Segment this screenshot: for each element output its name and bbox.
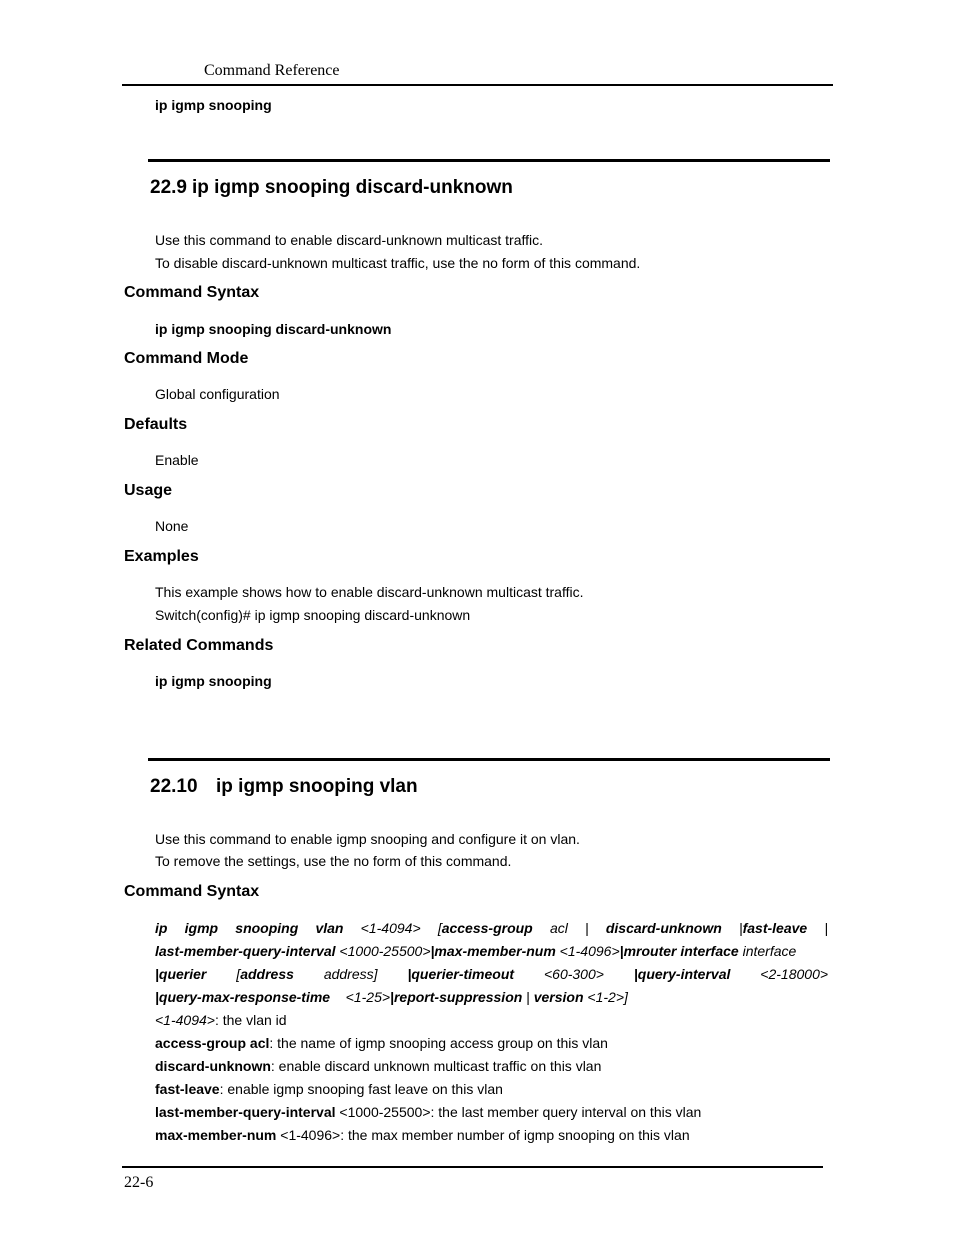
parameter-name: discard-unknown <box>155 1058 271 1074</box>
parameter-description: : the name of igmp snooping access group on this vlan <box>269 1035 608 1051</box>
syntax-keyword: snooping <box>235 920 299 936</box>
syntax-separator: | <box>738 920 743 936</box>
syntax-line <box>155 986 828 1009</box>
parameter-line <box>155 1009 828 1032</box>
parameter-description: : enable igmp snooping fast leave on this vlan <box>219 1081 503 1097</box>
syntax-argument: <2-18000> <box>760 966 828 982</box>
syntax-keyword: report-suppression <box>393 989 523 1005</box>
description-line: Use this command to enable discard-unknown multicast traffic. <box>155 232 544 248</box>
syntax-separator: | <box>824 920 828 936</box>
usage-value: None <box>155 518 189 534</box>
syntax-keyword: ip <box>155 920 168 936</box>
syntax-separator: | <box>619 943 624 959</box>
syntax-separator: | <box>430 943 435 959</box>
footer-rule <box>122 1166 823 1168</box>
usage-heading: Usage <box>124 482 173 499</box>
command-mode: Global configuration <box>155 386 280 402</box>
defaults-value: Enable <box>155 452 199 468</box>
parameter-line <box>155 1124 828 1147</box>
syntax-group <box>634 966 731 982</box>
syntax-bracket: [ <box>206 966 241 982</box>
syntax-group <box>739 920 807 936</box>
parameter-line <box>155 1101 828 1124</box>
syntax-keyword: query-max-response-time <box>158 989 331 1005</box>
section-number: 22.9 <box>150 177 187 198</box>
syntax-separator: | <box>585 920 589 936</box>
syntax-keyword: querier-timeout <box>411 966 515 982</box>
description-line: To remove the settings, use the no form of this command. <box>155 853 512 869</box>
header-rule <box>122 84 833 86</box>
syntax-keyword: discard-unknown <box>605 920 722 936</box>
syntax-keyword: igmp <box>184 920 219 936</box>
syntax-separator: | <box>390 989 394 1005</box>
syntax-group <box>438 920 533 936</box>
syntax-keyword: max-member-num <box>434 943 556 959</box>
syntax-line <box>155 940 828 963</box>
syntax-bracket: [ <box>437 920 442 936</box>
syntax-keyword: version <box>533 989 584 1005</box>
section-number: 22.10 <box>150 776 198 797</box>
example-line: Switch(config)# ip igmp snooping discard-unknown <box>155 607 471 623</box>
related-command: ip igmp snooping <box>155 673 272 689</box>
parameter-name: last-member-query-interval <box>155 1104 336 1120</box>
syntax-keyword: address <box>240 966 294 982</box>
related-commands-heading: Related Commands <box>124 637 274 654</box>
top-related-command: ip igmp snooping <box>155 97 272 113</box>
example-line: This example shows how to enable discard-unknown multicast traffic. <box>155 584 584 600</box>
syntax-argument: <1000-25500> <box>335 943 431 959</box>
syntax-argument: <1-25> <box>345 989 391 1005</box>
syntax-keyword: vlan <box>315 920 344 936</box>
syntax-keyword: mrouter interface <box>623 943 739 959</box>
syntax-argument: <1-4094> <box>360 920 421 936</box>
command-syntax-heading: Command Syntax <box>124 284 260 301</box>
syntax-line <box>155 963 828 986</box>
syntax-separator: | <box>407 966 412 982</box>
syntax-separator: | <box>522 989 534 1005</box>
command-syntax-heading: Command Syntax <box>124 883 260 900</box>
parameter-name: max-member-num <box>155 1127 277 1143</box>
syntax-line <box>155 917 828 940</box>
page-number: 22-6 <box>124 1174 154 1191</box>
header-title: Command Reference <box>204 62 340 79</box>
section-rule <box>148 758 830 761</box>
command-mode-heading: Command Mode <box>124 350 249 367</box>
defaults-heading: Defaults <box>124 416 188 433</box>
syntax-keyword: last-member-query-interval <box>155 943 336 959</box>
section-title: ip igmp snooping vlan <box>216 776 418 797</box>
parameter-name: fast-leave <box>155 1081 220 1097</box>
syntax-separator: | <box>155 966 159 982</box>
syntax-keyword: access-group <box>441 920 533 936</box>
section-title: ip igmp snooping discard-unknown <box>192 177 513 198</box>
syntax-argument: interface <box>738 943 797 959</box>
syntax-keyword: fast-leave <box>742 920 808 936</box>
syntax-argument: address] <box>293 966 378 982</box>
syntax-keyword: querier <box>158 966 207 982</box>
syntax-group <box>155 966 514 982</box>
syntax-argument: <1-2>] <box>583 989 628 1005</box>
syntax-separator: | <box>633 966 638 982</box>
description-line: Use this command to enable igmp snooping and configure it on vlan. <box>155 831 580 847</box>
parameter-description: <1-4096>: the max member number of igmp snooping on this vlan <box>276 1127 690 1143</box>
command-syntax-block <box>155 917 828 1147</box>
parameter-line <box>155 1078 828 1101</box>
parameter-description: : enable discard unknown multicast traffic on this vlan <box>270 1058 602 1074</box>
syntax-keyword: query-interval <box>637 966 731 982</box>
syntax-separator: | <box>155 989 159 1005</box>
parameter-description: <1000-25500>: the last member query interval on this vlan <box>335 1104 702 1120</box>
section-rule <box>148 159 830 162</box>
syntax-argument: <60-300> <box>543 966 604 982</box>
parameter-line <box>155 1032 828 1055</box>
examples-heading: Examples <box>124 548 199 565</box>
description-line: To disable discard-unknown multicast traffic, use the no form of this command. <box>155 255 641 271</box>
command-syntax: ip igmp snooping discard-unknown <box>155 321 392 337</box>
syntax-argument: <1-4096> <box>555 943 620 959</box>
parameter-name: <1-4094> <box>155 1012 215 1028</box>
parameter-line <box>155 1055 828 1078</box>
syntax-argument: acl <box>549 920 568 936</box>
parameter-description: : the vlan id <box>214 1012 287 1028</box>
parameter-name: access-group acl <box>155 1035 270 1051</box>
